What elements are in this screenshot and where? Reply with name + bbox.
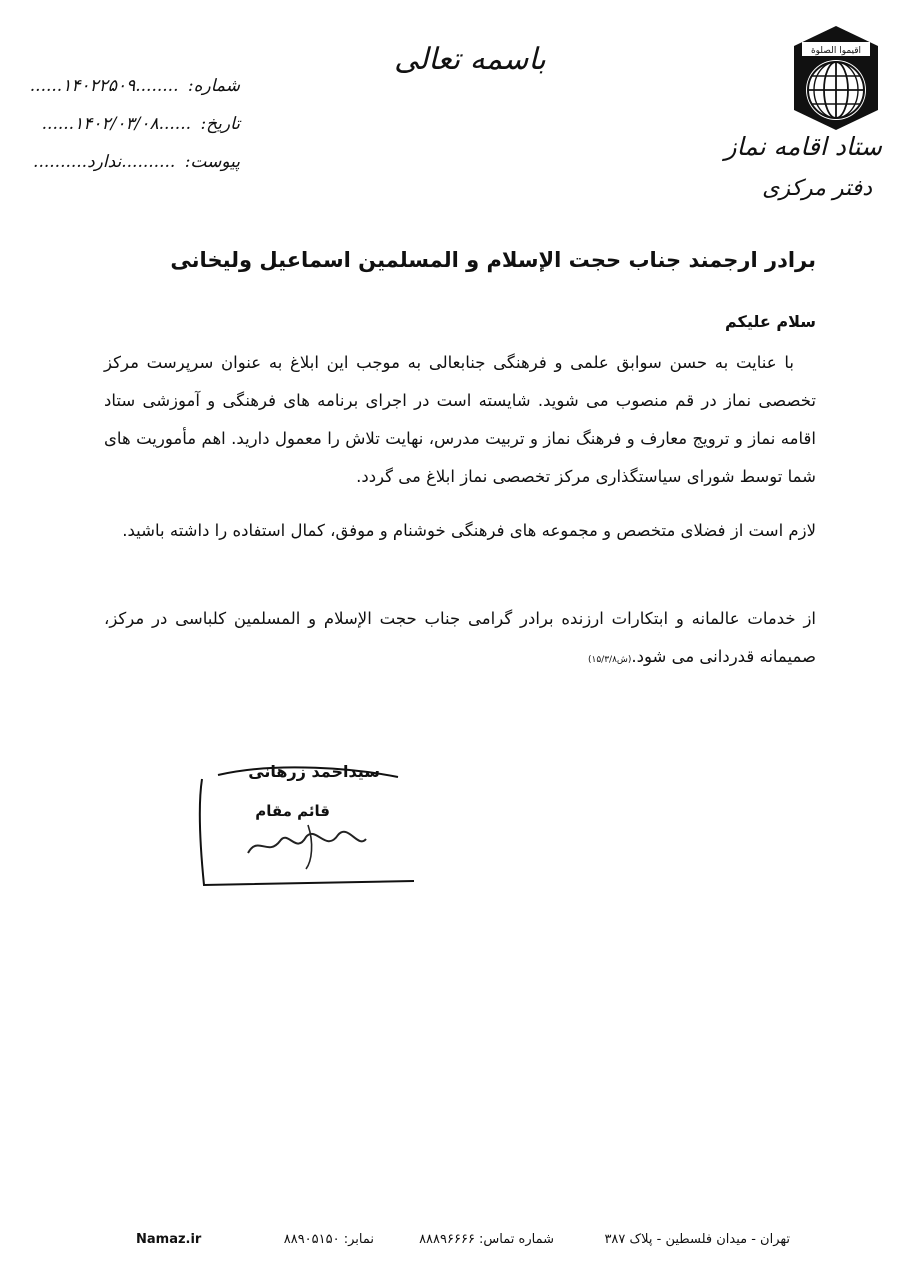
- signatory-name: سیداحمد زرهانی: [248, 762, 380, 781]
- org-name: ستاد اقامه نماز: [724, 132, 882, 161]
- body-paragraph-2: لازم است از فضلای متخصص و مجموعه های فرهنگی خوشنام و موفق، کمال استفاده را داشته باشید.: [122, 521, 816, 540]
- signature-stamp: [188, 765, 416, 890]
- attachment-label: پیوست:: [184, 152, 240, 172]
- number-label: شماره:: [187, 76, 240, 96]
- letter-attachment-field: [33, 152, 240, 180]
- letter-date-field: [40, 114, 240, 142]
- signatory-title: قائم مقام: [255, 802, 330, 820]
- date-label: تاریخ:: [200, 114, 240, 134]
- addressee-line: برادر ارجمند جناب حجت الإسلام و المسلمین اسماعیل ولیخانی: [170, 248, 816, 272]
- letter-number-field: [29, 76, 240, 104]
- footer-fax: نمابر: ۸۸۹۰۵۱۵۰: [283, 1232, 374, 1247]
- body-paragraph-3-text: از خدمات عالمانه و ابتکارات ارزنده برادر گرامی جناب حجت الإسلام و المسلمین کلباسی در مرکز، صمیمانه قدردانی می شود.: [104, 609, 816, 666]
- logo-arc-text: اقیموا الصلوة: [810, 46, 862, 56]
- number-value: ........۱۴۰۲۲۵۰۹......: [29, 76, 179, 96]
- footer-phone: شماره تماس: ۸۸۸۹۶۶۶۶: [419, 1232, 554, 1247]
- reference-code: (ش۱۵/۳/۸): [587, 655, 632, 665]
- org-logo: [788, 24, 884, 136]
- org-subtitle: دفتر مرکزی: [762, 176, 872, 201]
- body-paragraph-1: با عنایت به حسن سوابق علمی و فرهنگی جنابعالی به موجب این ابلاغ به عنوان سرپرست مرکز تخصصی نماز در قم منصوب می شوید. شایسته است در اجرای برنامه های فرهنگی و آموزشی ستاد اقامه نماز و ترویج معارف و فرهنگ نماز و تربیت مدرس، نهایت تلاش را معمول دارید. اهم مأموریت های شما توسط شورای سیاستگذاری مرکز تخصصی نماز ابلاغ می گردد.: [104, 353, 816, 486]
- attachment-value: ..........ندارد..........: [33, 152, 176, 172]
- body-paragraph-3: [104, 600, 816, 679]
- bismillah-heading: باسمه تعالی: [394, 42, 546, 77]
- footer-website: Namaz.ir: [136, 1232, 202, 1247]
- date-value: ......۱۴۰۲/۰۳/۰۸......: [41, 114, 192, 134]
- globe-icon: [788, 24, 884, 132]
- footer-address: تهران - میدان فلسطین - پلاک ۳۸۷: [604, 1232, 790, 1247]
- greeting: سلام علیکم: [724, 312, 816, 331]
